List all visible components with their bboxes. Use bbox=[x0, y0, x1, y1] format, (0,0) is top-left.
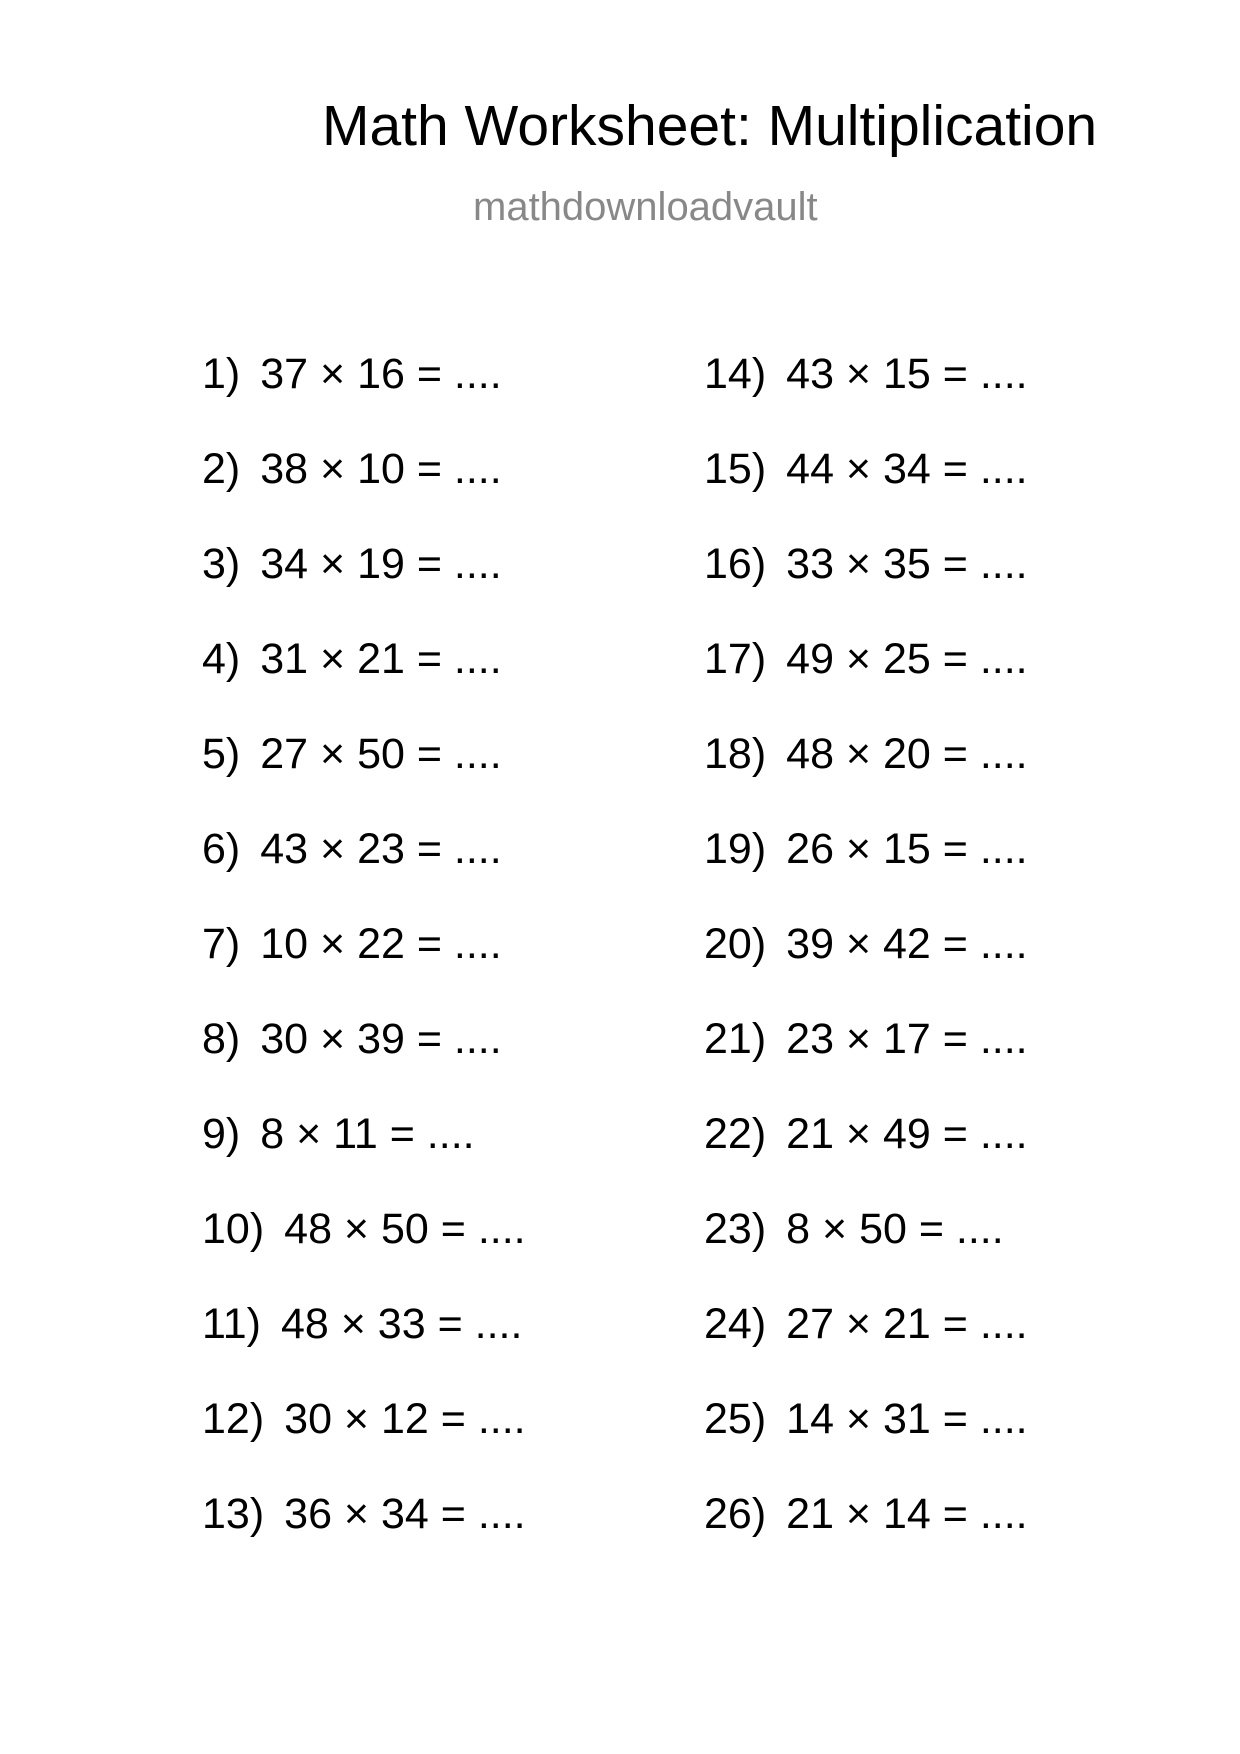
problem-expression: 27 × 21 = .... bbox=[786, 1300, 1028, 1348]
problem-number: 9) bbox=[202, 1110, 241, 1158]
problem-expression: 44 × 34 = .... bbox=[786, 445, 1028, 493]
problem-expression: 48 × 33 = .... bbox=[280, 1300, 523, 1348]
problem-expression: 21 × 14 = .... bbox=[786, 1490, 1028, 1538]
problem-expression: 26 × 15 = .... bbox=[786, 825, 1028, 873]
problem-number: 5) bbox=[202, 730, 241, 778]
problem-expression: 14 × 31 = .... bbox=[786, 1395, 1028, 1443]
problem-expression: 31 × 21 = .... bbox=[260, 635, 502, 683]
problem-item bbox=[704, 825, 1028, 923]
worksheet-subtitle: mathdownloadvault bbox=[473, 185, 818, 229]
problem-number: 7) bbox=[202, 920, 241, 968]
problem-number: 1) bbox=[202, 350, 241, 398]
problem-item bbox=[704, 1205, 1028, 1303]
problem-expression: 36 × 34 = .... bbox=[284, 1490, 526, 1538]
problem-expression: 8 × 50 = .... bbox=[786, 1205, 1004, 1253]
problem-item bbox=[202, 445, 526, 543]
problem-number: 3) bbox=[202, 540, 241, 588]
problem-number: 17) bbox=[704, 635, 767, 683]
problem-expression: 8 × 11 = .... bbox=[260, 1110, 475, 1158]
problem-number: 16) bbox=[704, 540, 767, 588]
problem-item bbox=[202, 1300, 526, 1398]
problem-number: 2) bbox=[202, 445, 241, 493]
problem-expression: 49 × 25 = .... bbox=[786, 635, 1028, 683]
problem-item bbox=[704, 1490, 1028, 1588]
problems-column-left bbox=[202, 350, 526, 1588]
problem-expression: 43 × 15 = .... bbox=[786, 350, 1028, 398]
problem-item bbox=[704, 1110, 1028, 1208]
problem-item bbox=[704, 920, 1028, 1018]
problem-expression: 48 × 20 = .... bbox=[786, 730, 1028, 778]
problem-number: 21) bbox=[704, 1015, 767, 1063]
problem-number: 19) bbox=[704, 825, 767, 873]
problem-item bbox=[202, 1205, 526, 1303]
problem-number: 8) bbox=[202, 1015, 241, 1063]
problem-item bbox=[202, 1490, 526, 1588]
problem-number: 22) bbox=[704, 1110, 767, 1158]
problem-item bbox=[202, 730, 526, 828]
problem-expression: 21 × 49 = .... bbox=[786, 1110, 1028, 1158]
problem-item bbox=[202, 1015, 526, 1113]
problem-item bbox=[704, 350, 1028, 448]
problem-number: 25) bbox=[704, 1395, 767, 1443]
problem-item bbox=[202, 920, 526, 1018]
problem-expression: 34 × 19 = .... bbox=[260, 540, 502, 588]
problem-item bbox=[704, 730, 1028, 828]
problem-number: 26) bbox=[704, 1490, 767, 1538]
problem-expression: 23 × 17 = .... bbox=[786, 1015, 1028, 1063]
problem-expression: 10 × 22 = .... bbox=[260, 920, 502, 968]
problem-item bbox=[202, 635, 526, 733]
problem-number: 14) bbox=[704, 350, 767, 398]
problem-item bbox=[704, 540, 1028, 638]
problem-expression: 30 × 39 = .... bbox=[260, 1015, 502, 1063]
problem-number: 13) bbox=[202, 1490, 265, 1538]
problem-number: 11) bbox=[202, 1300, 261, 1348]
problem-expression: 33 × 35 = .... bbox=[786, 540, 1028, 588]
problem-number: 15) bbox=[704, 445, 767, 493]
problem-item bbox=[202, 1110, 526, 1208]
problem-item bbox=[704, 1300, 1028, 1398]
problem-item bbox=[704, 1015, 1028, 1113]
problem-item bbox=[704, 635, 1028, 733]
problem-item bbox=[202, 540, 526, 638]
problem-expression: 38 × 10 = .... bbox=[260, 445, 502, 493]
problem-number: 10) bbox=[202, 1205, 265, 1253]
problem-item bbox=[202, 1395, 526, 1493]
problem-number: 18) bbox=[704, 730, 767, 778]
problem-expression: 37 × 16 = .... bbox=[260, 350, 502, 398]
problem-expression: 43 × 23 = .... bbox=[260, 825, 502, 873]
problem-number: 12) bbox=[202, 1395, 265, 1443]
problem-item bbox=[704, 445, 1028, 543]
problem-number: 6) bbox=[202, 825, 241, 873]
problem-number: 24) bbox=[704, 1300, 767, 1348]
problem-item bbox=[202, 350, 526, 448]
problems-column-right bbox=[704, 350, 1028, 1588]
problem-item bbox=[202, 825, 526, 923]
worksheet-title: Math Worksheet: Multiplication bbox=[322, 94, 1098, 158]
problem-number: 23) bbox=[704, 1205, 767, 1253]
problem-number: 4) bbox=[202, 635, 241, 683]
problem-expression: 27 × 50 = .... bbox=[260, 730, 502, 778]
problem-item bbox=[704, 1395, 1028, 1493]
problem-expression: 48 × 50 = .... bbox=[284, 1205, 526, 1253]
problem-number: 20) bbox=[704, 920, 767, 968]
problem-expression: 39 × 42 = .... bbox=[786, 920, 1028, 968]
problem-expression: 30 × 12 = .... bbox=[284, 1395, 526, 1443]
